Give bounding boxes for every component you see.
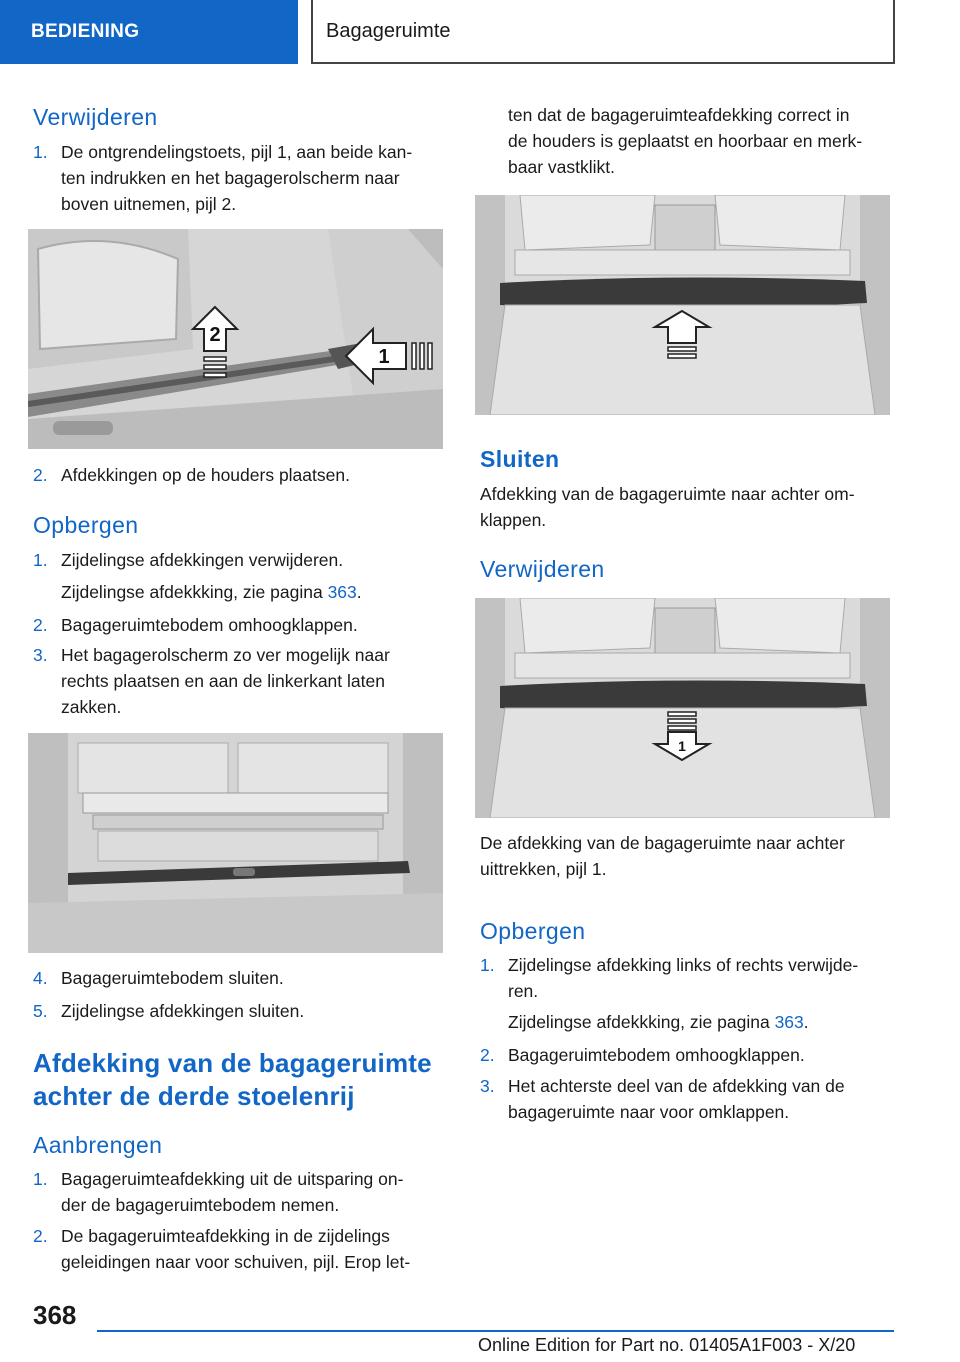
cross-reference: Zijdelingse afdekkking, zie pagina 363. xyxy=(508,1012,809,1032)
heading-sluiten: Sluiten xyxy=(480,446,560,472)
page-link[interactable]: 363 xyxy=(327,582,357,602)
chapter-tab xyxy=(311,0,895,64)
heading-third-row-cover: Afdekking van de bagageruimte achter de derde stoelenrij xyxy=(33,1048,432,1111)
figure-cover-removal xyxy=(475,598,890,818)
page-number: 368 xyxy=(33,1300,77,1330)
heading-opbergen: Opbergen xyxy=(33,512,139,538)
paragraph: Afdekking van de bagageruimte naar achter om- xyxy=(480,484,855,504)
section-tab xyxy=(0,0,298,64)
arrow-label-2: 2 xyxy=(209,324,221,346)
heading-opbergen-right: Opbergen xyxy=(480,918,586,944)
footer-divider xyxy=(97,1330,894,1332)
page-header xyxy=(0,0,960,66)
paragraph: De afdekking van de bagageruimte naar achter xyxy=(480,833,845,853)
illustration xyxy=(475,598,890,818)
illustration xyxy=(28,733,443,953)
heading-verwijderen: Verwijderen xyxy=(33,104,158,130)
page-link[interactable]: 363 xyxy=(774,1012,804,1032)
figure-roller-blind-stowing xyxy=(28,733,443,953)
chapter-label: Bagageruimte xyxy=(326,19,451,42)
heading-aanbrengen: Aanbrengen xyxy=(33,1132,163,1158)
figure-roller-blind-removal xyxy=(28,229,443,449)
arrow-label-1: 1 xyxy=(678,738,686,754)
heading-verwijderen-right: Verwijderen xyxy=(480,556,605,582)
list-item: 1. De ontgrendelingstoets, pijl 1, aan beide kan- ten indrukken en het bagagerolscherm naar boven uitnemen, pijl 2. xyxy=(33,139,443,217)
arrow-label-1: 1 xyxy=(378,346,390,368)
edition-text: Online Edition for Part no. 01405A1F003 - X/20 xyxy=(478,1335,856,1355)
figure-cover-fitting xyxy=(475,195,890,415)
cross-reference: Zijdelingse afdekkking, zie pagina 363. xyxy=(61,582,362,602)
illustration xyxy=(475,195,890,415)
list-number: 1. xyxy=(33,142,48,162)
continued-text: ten dat de bagageruimteafdekking correct in xyxy=(508,105,850,125)
illustration xyxy=(28,229,443,449)
section-label: BEDIENING xyxy=(31,21,140,42)
